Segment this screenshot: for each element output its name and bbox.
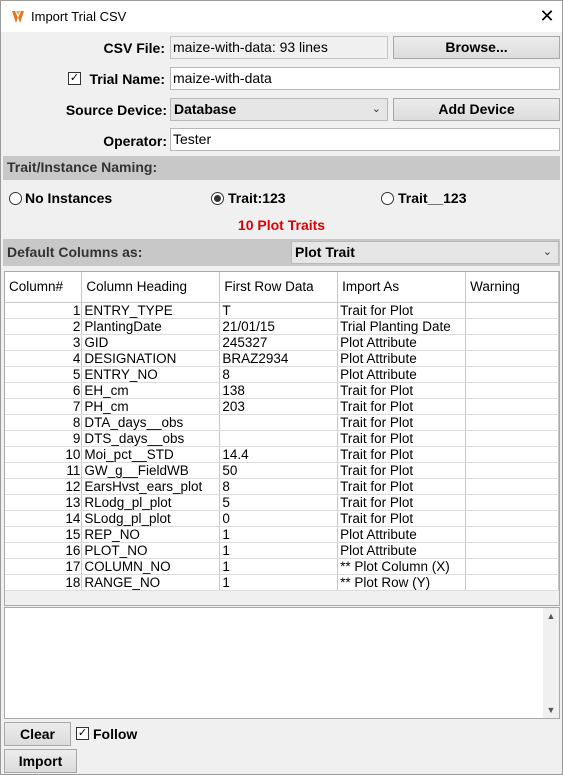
cell-first-row-data: 8 (220, 478, 338, 494)
cell-first-row-data (220, 414, 338, 430)
cell-first-row-data: T (220, 302, 338, 318)
cell-warning (466, 350, 559, 366)
table-row[interactable] (5, 430, 559, 446)
cell-column-number: 6 (5, 382, 82, 398)
cell-column-number: 5 (5, 366, 82, 382)
column-header-heading[interactable]: Column Heading (82, 272, 220, 302)
table-row[interactable] (5, 446, 559, 462)
table-row[interactable] (5, 334, 559, 350)
cell-first-row-data: 0 (220, 510, 338, 526)
cell-warning (466, 382, 559, 398)
table-header-row (5, 272, 559, 302)
horizontal-scrollbar[interactable] (5, 590, 559, 605)
cell-column-heading: RLodg_pl_plot (82, 494, 220, 510)
cell-column-heading: ENTRY_TYPE (82, 302, 220, 318)
table-row[interactable] (5, 478, 559, 494)
cell-column-number: 11 (5, 462, 82, 478)
cell-column-heading: SLodg_pl_plot (82, 510, 220, 526)
trial-name-input[interactable]: maize-with-data (170, 67, 560, 90)
cell-column-number: 17 (5, 558, 82, 574)
table-row[interactable] (5, 574, 559, 590)
cell-warning (466, 494, 559, 510)
cell-column-heading: DTA_days__obs (82, 414, 220, 430)
radio-trait-underscore[interactable] (381, 192, 394, 205)
table-row[interactable] (5, 526, 559, 542)
cell-column-heading: Moi_pct__STD (82, 446, 220, 462)
cell-column-number: 12 (5, 478, 82, 494)
table-row[interactable] (5, 302, 559, 318)
cell-warning (466, 462, 559, 478)
cell-import-as: Trait for Plot (338, 382, 466, 398)
table-row[interactable] (5, 318, 559, 334)
table-row[interactable] (5, 462, 559, 478)
cell-column-number: 14 (5, 510, 82, 526)
cell-first-row-data: 1 (220, 542, 338, 558)
scroll-up-arrow-icon[interactable]: ▲ (546, 611, 556, 621)
follow-checkbox[interactable]: ✓ (77, 727, 88, 739)
cell-import-as: ** Plot Row (Y) (338, 574, 466, 590)
table-row[interactable] (5, 494, 559, 510)
plot-traits-count: 10 Plot Traits (237, 217, 326, 233)
table-row[interactable] (5, 510, 559, 526)
chevron-down-icon: ⌄ (371, 103, 381, 115)
csv-file-label: CSV File: (103, 40, 165, 56)
csv-file-field: maize-with-data: 93 lines (170, 36, 388, 59)
cell-import-as: Trait for Plot (338, 398, 466, 414)
radio-trait-colon[interactable] (211, 192, 224, 205)
cell-import-as: Trait for Plot (338, 446, 466, 462)
cell-column-number: 8 (5, 414, 82, 430)
cell-import-as: ** Plot Column (X) (338, 558, 466, 574)
cell-column-heading: PLOT_NO (82, 542, 220, 558)
cell-column-heading: PlantingDate (82, 318, 220, 334)
operator-input[interactable]: Tester (170, 128, 560, 151)
cell-column-heading: RANGE_NO (82, 574, 220, 590)
cell-column-number: 18 (5, 574, 82, 590)
cell-first-row-data: 245327 (220, 334, 338, 350)
cell-import-as: Plot Attribute (338, 526, 466, 542)
import-button[interactable]: Import (4, 749, 77, 773)
trial-name-label: Trial Name: (89, 71, 165, 87)
cell-first-row-data: 1 (220, 574, 338, 590)
cell-column-number: 15 (5, 526, 82, 542)
cell-warning (466, 430, 559, 446)
table-row[interactable] (5, 558, 559, 574)
cell-warning (466, 302, 559, 318)
cell-column-heading: COLUMN_NO (82, 558, 220, 574)
cell-warning (466, 318, 559, 334)
cell-warning (466, 366, 559, 382)
cell-warning (466, 574, 559, 590)
cell-warning (466, 334, 559, 350)
cell-column-heading: EarsHvst_ears_plot (82, 478, 220, 494)
columns-table-container[interactable] (4, 271, 560, 606)
cell-first-row-data: 14.4 (220, 446, 338, 462)
table-row[interactable] (5, 350, 559, 366)
cell-first-row-data: 50 (220, 462, 338, 478)
cell-column-heading: GW_g__FieldWB (82, 462, 220, 478)
vertical-scrollbar[interactable] (543, 608, 559, 718)
browse-button[interactable]: Browse... (393, 36, 560, 59)
columns-table (5, 272, 559, 591)
cell-column-number: 10 (5, 446, 82, 462)
cell-warning (466, 542, 559, 558)
app-logo-icon (10, 9, 26, 25)
log-output-area[interactable] (4, 607, 560, 719)
cell-warning (466, 398, 559, 414)
cell-column-heading: ENTRY_NO (82, 366, 220, 382)
cell-first-row-data: 21/01/15 (220, 318, 338, 334)
cell-column-number: 4 (5, 350, 82, 366)
radio-trait-underscore-label: Trait__123 (398, 190, 467, 206)
cell-first-row-data: 8 (220, 366, 338, 382)
table-row[interactable] (5, 414, 559, 430)
title-bar (1, 1, 562, 32)
cell-import-as: Trait for Plot (338, 414, 466, 430)
cell-column-number: 16 (5, 542, 82, 558)
cell-first-row-data: 138 (220, 382, 338, 398)
column-header-first-row[interactable]: First Row Data (220, 272, 338, 302)
table-row[interactable] (5, 398, 559, 414)
cell-column-heading: DTS_days__obs (82, 430, 220, 446)
cell-column-number: 3 (5, 334, 82, 350)
cell-first-row-data (220, 430, 338, 446)
clear-button[interactable]: Clear (4, 722, 71, 746)
cell-column-heading: PH_cm (82, 398, 220, 414)
cell-column-number: 7 (5, 398, 82, 414)
cell-column-heading: EH_cm (82, 382, 220, 398)
cell-import-as: Trait for Plot (338, 302, 466, 318)
cell-column-heading: GID (82, 334, 220, 350)
table-body (5, 302, 559, 590)
radio-no-instances-label: No Instances (25, 190, 113, 206)
trait-instance-naming-header: Trait/Instance Naming: (3, 156, 560, 180)
cell-column-number: 9 (5, 430, 82, 446)
column-header-import-as[interactable]: Import As (338, 272, 466, 302)
cell-import-as: Trait for Plot (338, 478, 466, 494)
cell-first-row-data: 203 (220, 398, 338, 414)
cell-warning (466, 446, 559, 462)
source-device-select[interactable] (170, 98, 388, 121)
cell-warning (466, 526, 559, 542)
cell-import-as: Trial Planting Date (338, 318, 466, 334)
source-device-value: Database (174, 101, 237, 117)
cell-import-as: Plot Attribute (338, 542, 466, 558)
cell-import-as: Trait for Plot (338, 494, 466, 510)
table-row[interactable] (5, 542, 559, 558)
cell-import-as: Plot Attribute (338, 366, 466, 382)
cell-import-as: Trait for Plot (338, 430, 466, 446)
cell-import-as: Plot Attribute (338, 350, 466, 366)
cell-first-row-data: 1 (220, 558, 338, 574)
add-device-button[interactable]: Add Device (393, 98, 560, 121)
follow-label: Follow (93, 726, 138, 742)
trial-name-checkbox[interactable]: ✓ (69, 72, 80, 84)
radio-trait-colon-label: Trait:123 (228, 190, 286, 206)
cell-warning (466, 558, 559, 574)
cell-first-row-data: BRAZ2934 (220, 350, 338, 366)
cell-import-as: Trait for Plot (338, 510, 466, 526)
default-columns-value: Plot Trait (295, 244, 355, 260)
cell-column-heading: DESIGNATION (82, 350, 220, 366)
cell-warning (466, 510, 559, 526)
operator-label: Operator: (103, 133, 167, 149)
cell-column-number: 13 (5, 494, 82, 510)
cell-import-as: Trait for Plot (338, 462, 466, 478)
table-row[interactable] (5, 366, 559, 382)
cell-column-number: 2 (5, 318, 82, 334)
radio-no-instances[interactable] (9, 192, 22, 205)
column-header-warning[interactable]: Warning (466, 272, 559, 302)
cell-column-number: 1 (5, 302, 82, 318)
table-row[interactable] (5, 382, 559, 398)
cell-first-row-data: 5 (220, 494, 338, 510)
cell-warning (466, 478, 559, 494)
scroll-down-arrow-icon[interactable]: ▼ (546, 705, 556, 715)
cell-import-as: Plot Attribute (338, 334, 466, 350)
column-header-number[interactable]: Column# (5, 272, 82, 302)
cell-column-heading: REP_NO (82, 526, 220, 542)
chevron-down-icon: ⌄ (542, 246, 552, 258)
source-device-label: Source Device: (65, 102, 167, 118)
default-columns-label: Default Columns as: (7, 244, 143, 260)
window-title: Import Trial CSV (31, 9, 127, 24)
cell-warning (466, 414, 559, 430)
close-button[interactable]: ✕ (539, 6, 555, 26)
cell-first-row-data: 1 (220, 526, 338, 542)
default-columns-select[interactable] (291, 241, 559, 264)
